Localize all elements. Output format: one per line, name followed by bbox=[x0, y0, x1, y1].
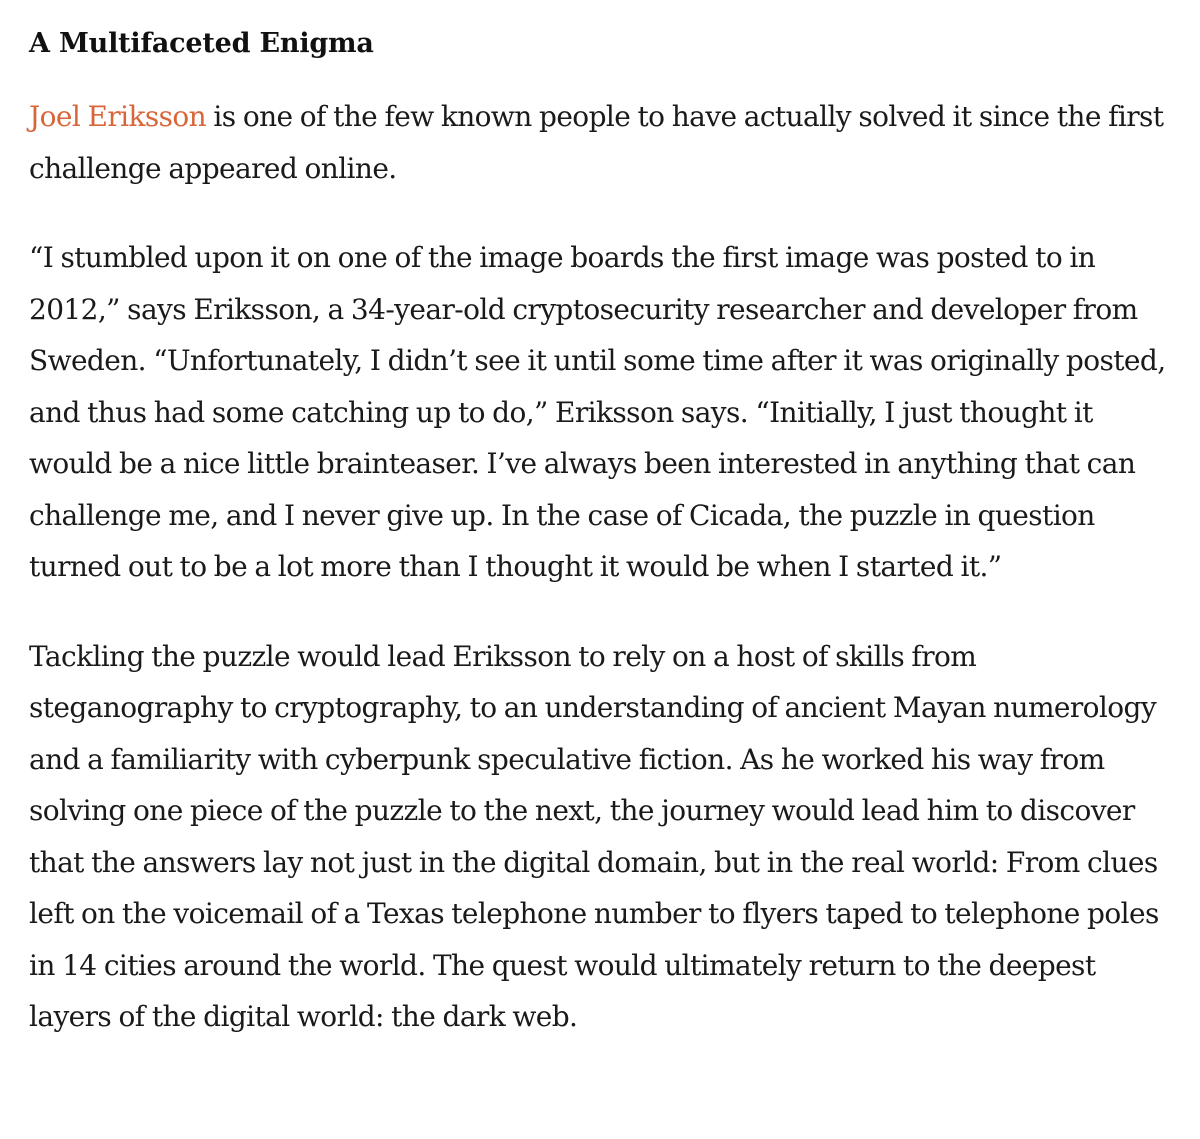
intro-paragraph-text: is one of the few known people to have actually solved it since the first challenge appeared online. bbox=[29, 100, 1164, 185]
joel-eriksson-link[interactable]: Joel Eriksson bbox=[29, 100, 207, 133]
body-paragraph: Tackling the puzzle would lead Eriksson to rely on a host of skills from steganography to cryptography, to an understanding of ancient Mayan numerology and a familiarity with cyberpunk speculative fiction. As he worked his way from solving one piece of the puzzle to the next, the journey would lead him to discover that the answers lay not just in the digital domain, but in the real world: From clues left on the voicemail of a Texas telephone number to flyers taped to telephone poles in 14 cities around the world. The quest would ultimately return to the deepest layers of the digital world: the dark web. bbox=[29, 639, 1159, 1033]
section-heading: A Multifaceted Enigma bbox=[29, 28, 374, 59]
intro-paragraph bbox=[29, 91, 1179, 194]
quote-paragraph: “I stumbled upon it on one of the image boards the first image was posted to in 2012,” says Eriksson, a 34-year-old cryptosecurity researcher and developer from Sweden. “Unfortunately, I didn’t see it until some time after it was originally posted, and thus had some catching up to do,” Eriksson says. “Initially, I just thought it would be a nice little brainteaser. I’ve always been interested in anything that can challenge me, and I never give up. In the case of Cicada, the puzzle in question turned out to be a lot more than I thought it would be when I started it.” bbox=[29, 241, 1166, 583]
article-body bbox=[29, 22, 1179, 1043]
